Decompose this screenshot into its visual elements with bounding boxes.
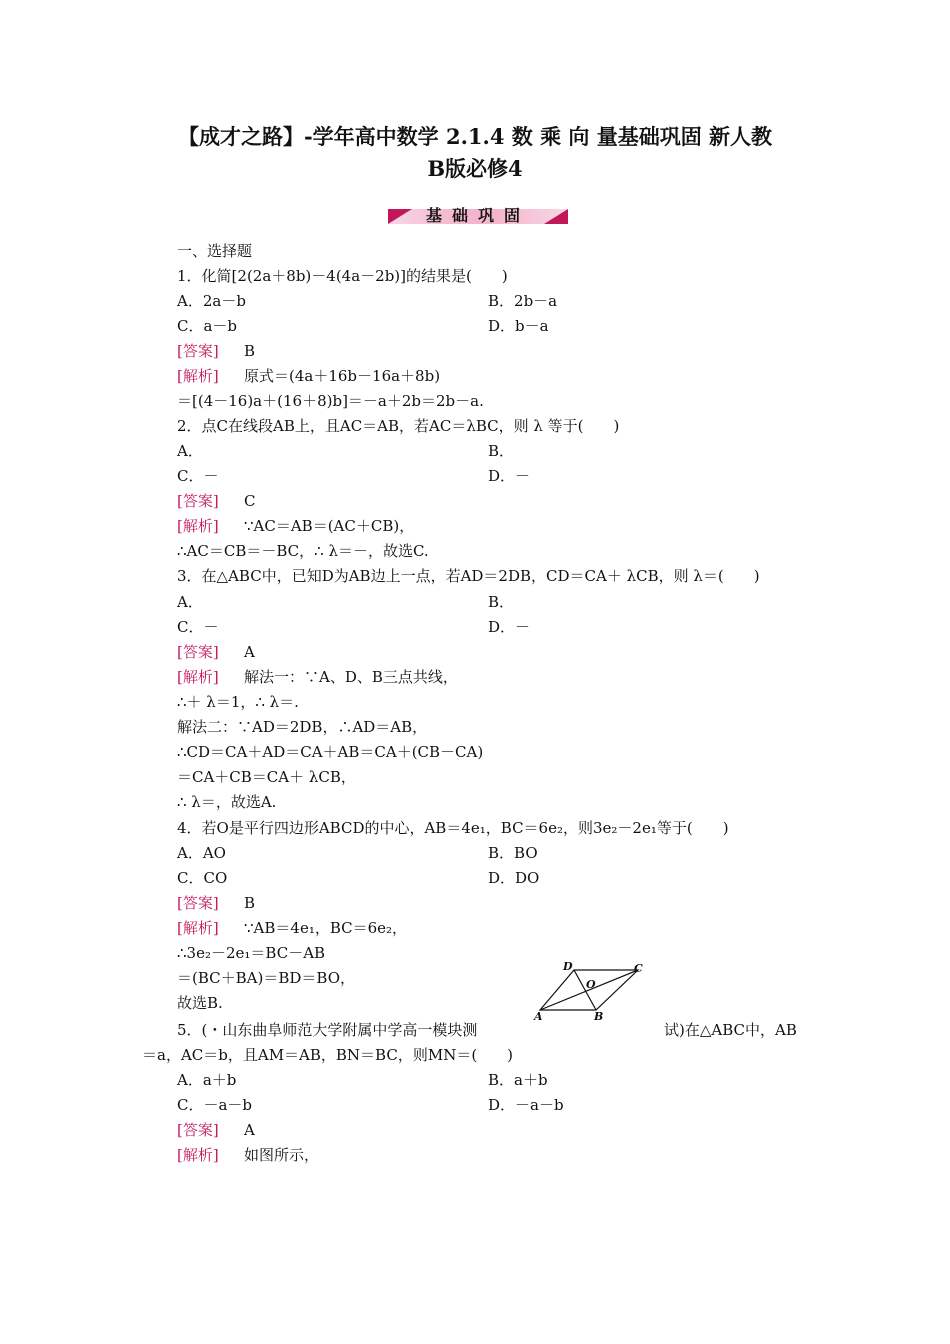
q3-answer-tag: [答案] — [177, 643, 219, 661]
q5-option-d: D．－a－b — [488, 1096, 564, 1114]
parallelogram-figure — [530, 958, 650, 1022]
q4-analysis-line-3: ＝(BC＋BA)＝BD＝BO， — [177, 969, 355, 987]
q5-analysis-line-1: 如图所示， — [244, 1146, 320, 1164]
q2-analysis-line-1: ∵AC＝AB＝(AC＋CB)， — [244, 517, 415, 535]
label-d: D — [563, 960, 573, 973]
q4-option-c: C．CO — [177, 869, 228, 887]
q4-analysis-line-4: 故选B. — [177, 994, 223, 1012]
q4-answer-tag: [答案] — [177, 894, 219, 912]
q2-option-c: C．－ — [177, 467, 219, 485]
question-5-part-3: ＝a，AC＝b，且AM＝AB，BN＝BC，则MN＝( ) — [142, 1046, 514, 1064]
q4-answer: B — [244, 894, 256, 912]
q3-option-c: C．－ — [177, 618, 219, 636]
q5-analysis-tag: [解析] — [177, 1146, 219, 1164]
q2-answer-tag: [答案] — [177, 492, 219, 510]
q1-option-a: A．2a－b — [177, 292, 246, 310]
q3-option-a: A． — [177, 593, 203, 611]
section-banner — [388, 205, 568, 227]
question-5-part-1: 5．(・山东曲阜师范大学附属中学高一模块测 — [177, 1021, 478, 1039]
q5-answer-tag: [答案] — [177, 1121, 219, 1139]
label-b: B — [594, 1010, 604, 1022]
q1-option-b: B．2b－a — [488, 292, 558, 310]
q2-option-a: A． — [177, 442, 203, 460]
q3-analysis-tag: [解析] — [177, 668, 219, 686]
question-4: 4．若O是平行四边形ABCD的中心，AB＝4e₁，BC＝6e₂，则3e₂－2e₁等于( ) — [177, 819, 729, 837]
document-title-line-1: 【成才之路】-学年高中数学 2.1.4 数 乘 向 量基础巩固 新人教 — [177, 124, 773, 149]
q4-analysis-tag: [解析] — [177, 919, 219, 937]
question-5-part-2: 试)在△ABC中，AB — [664, 1021, 797, 1039]
question-2: 2．点C在线段AB上，且AC＝AB，若AC＝λBC，则 λ 等于( ) — [177, 417, 620, 435]
q2-answer: C — [244, 492, 256, 510]
q5-option-c: C．－a－b — [177, 1096, 253, 1114]
q5-option-a: A．a＋b — [177, 1071, 237, 1089]
q3-option-d: D．－ — [488, 618, 531, 636]
q1-answer: B — [244, 342, 256, 360]
banner-label: 基础巩固 — [425, 206, 530, 225]
q1-option-c: C．a－b — [177, 317, 238, 335]
q2-analysis-line-2: ∴AC＝CB＝－BC，∴ λ＝－，故选C. — [177, 542, 429, 560]
q5-option-b: B．a＋b — [488, 1071, 548, 1089]
q3-analysis-line-4: ∴CD＝CA＋AD＝CA＋AB＝CA＋(CB－CA) — [177, 743, 484, 761]
label-a: A — [534, 1010, 543, 1022]
label-c: C — [634, 962, 643, 975]
q4-option-a: A．AO — [177, 844, 226, 862]
q3-analysis-line-1: 解法一：∵A、D、B三点共线， — [244, 668, 458, 686]
q4-option-d: D．DO — [488, 869, 540, 887]
q4-analysis-line-2: ∴3e₂－2e₁＝BC－AB — [177, 944, 326, 962]
q4-option-b: B．BO — [488, 844, 538, 862]
q4-analysis-line-1: ∵AB＝4e₁，BC＝6e₂， — [244, 919, 408, 937]
question-1: 1．化简[2(2a＋8b)－4(4a－2b)]的结果是( ) — [177, 267, 508, 285]
label-o: O — [586, 978, 596, 991]
q1-answer-tag: [答案] — [177, 342, 219, 360]
q3-answer: A — [244, 643, 255, 661]
q2-option-d: D．－ — [488, 467, 531, 485]
q2-option-b: B． — [488, 442, 515, 460]
q5-answer: A — [244, 1121, 255, 1139]
q1-option-d: D．b－a — [488, 317, 549, 335]
q1-analysis-line-2: ＝[(4－16)a＋(16＋8)b]＝－a＋2b＝2b－a. — [177, 392, 484, 410]
document-title-line-2: B版必修4 — [427, 156, 523, 181]
q2-analysis-tag: [解析] — [177, 517, 219, 535]
q3-analysis-line-6: ∴ λ＝，故选A. — [177, 793, 277, 811]
q3-analysis-line-5: ＝CA＋CB＝CA＋ λCB， — [177, 768, 356, 786]
q3-option-b: B． — [488, 593, 515, 611]
q1-analysis-tag: [解析] — [177, 367, 219, 385]
q3-analysis-line-2: ∴＋ λ＝1，∴ λ＝. — [177, 693, 299, 711]
question-3: 3．在△ABC中，已知D为AB边上一点，若AD＝2DB，CD＝CA＋ λCB，则 λ＝( ) — [177, 567, 760, 585]
section-heading: 一、选择题 — [177, 242, 253, 260]
q1-analysis-line-1: 原式＝(4a＋16b－16a＋8b) — [244, 367, 441, 385]
q3-analysis-line-3: 解法二：∵AD＝2DB，∴AD＝AB， — [177, 718, 428, 736]
